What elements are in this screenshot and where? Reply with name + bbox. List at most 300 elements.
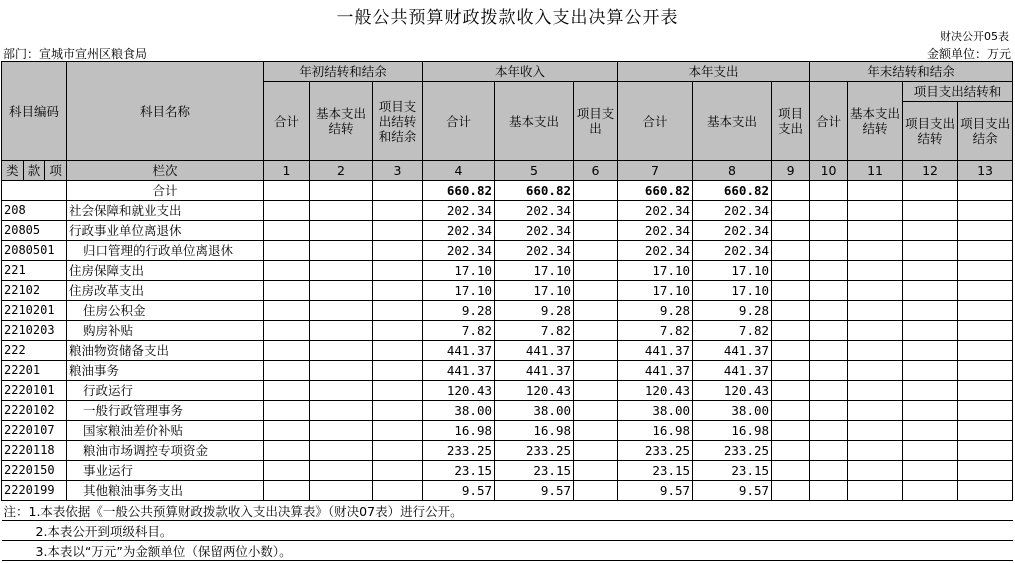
table-row bbox=[2, 201, 1013, 221]
cell-col-10 bbox=[810, 381, 848, 401]
cell-col-8: 9.57 bbox=[693, 481, 772, 501]
cell-col-1 bbox=[264, 241, 310, 261]
cell-col-6 bbox=[574, 241, 618, 261]
table-row bbox=[2, 381, 1013, 401]
cell-col-5: 7.82 bbox=[495, 321, 574, 341]
cell-code: 221 bbox=[2, 261, 67, 281]
cell-col-11 bbox=[848, 401, 903, 421]
cell-col-11 bbox=[848, 221, 903, 241]
cell-col-12 bbox=[903, 221, 958, 241]
cell-col-9 bbox=[772, 361, 810, 381]
table-row bbox=[2, 261, 1013, 281]
cell-col-6 bbox=[574, 401, 618, 421]
cell-col-12 bbox=[903, 481, 958, 501]
cell-col-10 bbox=[810, 301, 848, 321]
cell-col-1 bbox=[264, 461, 310, 481]
cell-col-12 bbox=[903, 361, 958, 381]
cell-col-13 bbox=[958, 221, 1013, 241]
footnote-text: 3.本表以“万元”为金额单位（保留两位小数）。 bbox=[35, 543, 292, 559]
cell-col-9 bbox=[772, 341, 810, 361]
cell-col-8: 233.25 bbox=[693, 441, 772, 461]
column-number: 2 bbox=[310, 161, 373, 181]
cell-col-1 bbox=[264, 441, 310, 461]
cell-col-6 bbox=[574, 321, 618, 341]
cell-col-2 bbox=[310, 201, 373, 221]
cell-code: 2220107 bbox=[2, 421, 67, 441]
cell-col-2 bbox=[310, 281, 373, 301]
cell-col-1 bbox=[264, 421, 310, 441]
column-number: 7 bbox=[618, 161, 693, 181]
cell-col-4: 441.37 bbox=[423, 361, 495, 381]
cell-col-1 bbox=[264, 221, 310, 241]
cell-col-10 bbox=[810, 321, 848, 341]
cell-col-11 bbox=[848, 241, 903, 261]
cell-col-7: 202.34 bbox=[618, 221, 693, 241]
cell-name: 住房改革支出 bbox=[67, 281, 264, 301]
cell-col-2 bbox=[310, 261, 373, 281]
cell-col-4: 660.82 bbox=[423, 181, 495, 201]
cell-name: 行政事业单位离退休 bbox=[67, 221, 264, 241]
cell-name: 社会保障和就业支出 bbox=[67, 201, 264, 221]
cell-col-5: 202.34 bbox=[495, 201, 574, 221]
cell-col-12 bbox=[903, 301, 958, 321]
cell-col-1 bbox=[264, 341, 310, 361]
header-kuan: 款 bbox=[24, 161, 46, 180]
cell-col-13 bbox=[958, 201, 1013, 221]
cell-col-7: 16.98 bbox=[618, 421, 693, 441]
cell-col-3 bbox=[373, 301, 423, 321]
header-lei: 类 bbox=[2, 161, 24, 180]
cell-col-9 bbox=[772, 321, 810, 341]
cell-col-5: 9.28 bbox=[495, 301, 574, 321]
cell-col-4: 202.34 bbox=[423, 241, 495, 261]
cell-col-10 bbox=[810, 201, 848, 221]
cell-col-2 bbox=[310, 441, 373, 461]
cell-col-5: 9.57 bbox=[495, 481, 574, 501]
cell-col-10 bbox=[810, 261, 848, 281]
cell-col-2 bbox=[310, 381, 373, 401]
cell-col-3 bbox=[373, 381, 423, 401]
cell-col-6 bbox=[574, 201, 618, 221]
cell-col-8: 17.10 bbox=[693, 281, 772, 301]
cell-name: 国家粮油差价补贴 bbox=[67, 421, 264, 441]
cell-col-4: 23.15 bbox=[423, 461, 495, 481]
page-title: 一般公共预算财政拨款收入支出决算公开表 bbox=[336, 8, 679, 28]
cell-col-9 bbox=[772, 301, 810, 321]
cell-col-8: 202.34 bbox=[693, 201, 772, 221]
cell-name: 粮油物资储备支出 bbox=[67, 341, 264, 361]
cell-name: 住房公积金 bbox=[67, 301, 264, 321]
footnote bbox=[2, 541, 1013, 561]
cell-col-4: 38.00 bbox=[423, 401, 495, 421]
cell-col-9 bbox=[772, 261, 810, 281]
cell-col-11 bbox=[848, 201, 903, 221]
cell-col-11 bbox=[848, 421, 903, 441]
cell-col-12 bbox=[903, 381, 958, 401]
column-number: 8 bbox=[693, 161, 772, 181]
cell-col-8: 9.28 bbox=[693, 301, 772, 321]
cell-col-5: 660.82 bbox=[495, 181, 574, 201]
cell-name: 粮油事务 bbox=[67, 361, 264, 381]
column-number: 13 bbox=[958, 161, 1013, 181]
header-closing-project-carry: 项目支出结转 bbox=[903, 102, 958, 160]
header-opening-project: 项目支出结转和结余 bbox=[373, 82, 423, 161]
column-number: 3 bbox=[373, 161, 423, 181]
cell-col-3 bbox=[373, 441, 423, 461]
table-row bbox=[2, 281, 1013, 301]
cell-col-7: 202.34 bbox=[618, 201, 693, 221]
cell-code: 2220101 bbox=[2, 381, 67, 401]
cell-col-13 bbox=[958, 441, 1013, 461]
footnote-text: 注：1.本表依据《一般公共预算财政拨款收入支出决算表》（财决07表）进行公开。 bbox=[3, 503, 463, 519]
cell-col-2 bbox=[310, 481, 373, 501]
cell-name: 一般行政管理事务 bbox=[67, 401, 264, 421]
table-row bbox=[2, 441, 1013, 461]
cell-col-13 bbox=[958, 341, 1013, 361]
cell-col-13 bbox=[958, 421, 1013, 441]
cell-col-9 bbox=[772, 461, 810, 481]
cell-col-6 bbox=[574, 221, 618, 241]
cell-col-6 bbox=[574, 481, 618, 501]
cell-col-5: 17.10 bbox=[495, 261, 574, 281]
cell-col-9 bbox=[772, 481, 810, 501]
cell-col-3 bbox=[373, 481, 423, 501]
column-number: 9 bbox=[772, 161, 810, 181]
column-number: 4 bbox=[423, 161, 495, 181]
cell-col-11 bbox=[848, 321, 903, 341]
cell-col-11 bbox=[848, 181, 903, 201]
table-row bbox=[2, 221, 1013, 241]
cell-col-3 bbox=[373, 241, 423, 261]
cell-col-7: 17.10 bbox=[618, 261, 693, 281]
cell-col-3 bbox=[373, 421, 423, 441]
cell-col-8: 660.82 bbox=[693, 181, 772, 201]
cell-code bbox=[2, 181, 67, 201]
cell-col-4: 202.34 bbox=[423, 221, 495, 241]
cell-col-2 bbox=[310, 221, 373, 241]
unit-label: 金额单位：万元 bbox=[926, 47, 1011, 61]
cell-col-8: 16.98 bbox=[693, 421, 772, 441]
cell-col-12 bbox=[903, 401, 958, 421]
cell-col-1 bbox=[264, 261, 310, 281]
cell-col-3 bbox=[373, 181, 423, 201]
cell-col-12 bbox=[903, 241, 958, 261]
cell-col-6 bbox=[574, 261, 618, 281]
footnote bbox=[2, 501, 1013, 521]
cell-col-7: 120.43 bbox=[618, 381, 693, 401]
cell-col-4: 17.10 bbox=[423, 261, 495, 281]
cell-col-12 bbox=[903, 441, 958, 461]
header-name: 科目名称 bbox=[67, 62, 264, 161]
cell-col-11 bbox=[848, 361, 903, 381]
cell-col-12 bbox=[903, 181, 958, 201]
cell-code: 2220118 bbox=[2, 441, 67, 461]
column-number: 5 bbox=[495, 161, 574, 181]
cell-col-2 bbox=[310, 321, 373, 341]
cell-col-6 bbox=[574, 381, 618, 401]
cell-col-13 bbox=[958, 261, 1013, 281]
cell-col-4: 9.28 bbox=[423, 301, 495, 321]
table-row-total bbox=[2, 181, 1013, 201]
cell-col-10 bbox=[810, 181, 848, 201]
cell-col-12 bbox=[903, 461, 958, 481]
cell-code: 208 bbox=[2, 201, 67, 221]
cell-col-3 bbox=[373, 261, 423, 281]
cell-col-6 bbox=[574, 441, 618, 461]
cell-col-10 bbox=[810, 421, 848, 441]
cell-col-7: 441.37 bbox=[618, 361, 693, 381]
cell-col-12 bbox=[903, 201, 958, 221]
cell-col-11 bbox=[848, 281, 903, 301]
table-row bbox=[2, 361, 1013, 381]
cell-col-5: 16.98 bbox=[495, 421, 574, 441]
cell-col-10 bbox=[810, 401, 848, 421]
cell-col-9 bbox=[772, 441, 810, 461]
cell-col-6 bbox=[574, 421, 618, 441]
cell-col-2 bbox=[310, 401, 373, 421]
table-row bbox=[2, 461, 1013, 481]
cell-col-7: 7.82 bbox=[618, 321, 693, 341]
cell-col-5: 23.15 bbox=[495, 461, 574, 481]
cell-code: 22201 bbox=[2, 361, 67, 381]
cell-col-10 bbox=[810, 341, 848, 361]
cell-name: 粮油市场调控专项资金 bbox=[67, 441, 264, 461]
cell-col-10 bbox=[810, 481, 848, 501]
cell-col-13 bbox=[958, 281, 1013, 301]
cell-col-1 bbox=[264, 201, 310, 221]
header-expense-basic: 基本支出 bbox=[693, 82, 772, 161]
cell-col-4: 17.10 bbox=[423, 281, 495, 301]
cell-col-13 bbox=[958, 321, 1013, 341]
cell-col-9 bbox=[772, 181, 810, 201]
header-lanci: 栏次 bbox=[67, 161, 264, 181]
cell-col-2 bbox=[310, 301, 373, 321]
table-row bbox=[2, 401, 1013, 421]
cell-col-12 bbox=[903, 261, 958, 281]
cell-col-13 bbox=[958, 301, 1013, 321]
cell-col-4: 7.82 bbox=[423, 321, 495, 341]
cell-col-10 bbox=[810, 361, 848, 381]
cell-col-11 bbox=[848, 381, 903, 401]
column-number: 12 bbox=[903, 161, 958, 181]
cell-col-3 bbox=[373, 201, 423, 221]
header-expense-total: 合计 bbox=[618, 82, 693, 161]
cell-col-13 bbox=[958, 481, 1013, 501]
header-opening-basic: 基本支出结转 bbox=[310, 82, 373, 161]
header-group-expense: 本年支出 bbox=[618, 62, 810, 82]
cell-col-13 bbox=[958, 461, 1013, 481]
column-number: 11 bbox=[848, 161, 903, 181]
cell-col-10 bbox=[810, 221, 848, 241]
cell-col-6 bbox=[574, 361, 618, 381]
cell-col-7: 202.34 bbox=[618, 241, 693, 261]
cell-col-5: 441.37 bbox=[495, 361, 574, 381]
cell-col-5: 17.10 bbox=[495, 281, 574, 301]
cell-col-4: 16.98 bbox=[423, 421, 495, 441]
cell-col-4: 441.37 bbox=[423, 341, 495, 361]
header-expense-project: 项目支出 bbox=[772, 82, 810, 161]
cell-col-5: 233.25 bbox=[495, 441, 574, 461]
cell-col-5: 120.43 bbox=[495, 381, 574, 401]
cell-col-2 bbox=[310, 461, 373, 481]
column-number: 6 bbox=[574, 161, 618, 181]
budget-table bbox=[1, 61, 1013, 561]
header-lei-kuan-xiang bbox=[2, 161, 67, 181]
cell-code: 2080501 bbox=[2, 241, 67, 261]
cell-col-8: 23.15 bbox=[693, 461, 772, 481]
cell-col-3 bbox=[373, 401, 423, 421]
cell-col-2 bbox=[310, 361, 373, 381]
cell-col-13 bbox=[958, 181, 1013, 201]
cell-col-1 bbox=[264, 381, 310, 401]
header-group-income: 本年收入 bbox=[423, 62, 618, 82]
department-label: 部门：宣城市宣州区粮食局 bbox=[3, 47, 148, 61]
cell-col-7: 233.25 bbox=[618, 441, 693, 461]
cell-col-11 bbox=[848, 481, 903, 501]
header-closing-project-sub: 项目支出结转和 bbox=[903, 82, 1012, 102]
cell-col-2 bbox=[310, 341, 373, 361]
cell-name: 购房补贴 bbox=[67, 321, 264, 341]
cell-name: 事业运行 bbox=[67, 461, 264, 481]
footnote-text: 2.本表公开到项级科目。 bbox=[35, 523, 173, 539]
cell-col-3 bbox=[373, 221, 423, 241]
column-number: 10 bbox=[810, 161, 848, 181]
cell-col-11 bbox=[848, 461, 903, 481]
header-closing-basic: 基本支出结转 bbox=[848, 82, 903, 161]
cell-col-11 bbox=[848, 261, 903, 281]
cell-name: 行政运行 bbox=[67, 381, 264, 401]
cell-col-9 bbox=[772, 401, 810, 421]
header-opening-total: 合计 bbox=[264, 82, 310, 161]
cell-code: 222 bbox=[2, 341, 67, 361]
cell-col-7: 17.10 bbox=[618, 281, 693, 301]
cell-col-8: 202.34 bbox=[693, 241, 772, 261]
cell-col-13 bbox=[958, 381, 1013, 401]
cell-col-6 bbox=[574, 181, 618, 201]
cell-code: 2210201 bbox=[2, 301, 67, 321]
cell-col-10 bbox=[810, 441, 848, 461]
cell-col-8: 120.43 bbox=[693, 381, 772, 401]
header-income-total: 合计 bbox=[423, 82, 495, 161]
cell-col-7: 660.82 bbox=[618, 181, 693, 201]
cell-col-6 bbox=[574, 281, 618, 301]
cell-col-10 bbox=[810, 461, 848, 481]
cell-name: 其他粮油事务支出 bbox=[67, 481, 264, 501]
footnote bbox=[2, 521, 1013, 541]
cell-col-2 bbox=[310, 421, 373, 441]
cell-col-6 bbox=[574, 301, 618, 321]
cell-name: 住房保障支出 bbox=[67, 261, 264, 281]
header-xiang: 项 bbox=[49, 163, 62, 178]
cell-col-8: 202.34 bbox=[693, 221, 772, 241]
cell-code: 20805 bbox=[2, 221, 67, 241]
cell-col-9 bbox=[772, 421, 810, 441]
header-closing-project-surplus: 项目支出结余 bbox=[960, 116, 1011, 146]
cell-col-9 bbox=[772, 281, 810, 301]
cell-col-11 bbox=[848, 441, 903, 461]
header-code: 科目编码 bbox=[2, 62, 67, 161]
table-row bbox=[2, 481, 1013, 501]
cell-col-11 bbox=[848, 341, 903, 361]
cell-col-8: 38.00 bbox=[693, 401, 772, 421]
cell-col-1 bbox=[264, 301, 310, 321]
cell-col-12 bbox=[903, 321, 958, 341]
table-row bbox=[2, 321, 1013, 341]
column-number: 1 bbox=[264, 161, 310, 181]
table-row bbox=[2, 241, 1013, 261]
table-row bbox=[2, 421, 1013, 441]
cell-col-13 bbox=[958, 241, 1013, 261]
cell-col-3 bbox=[373, 341, 423, 361]
cell-col-12 bbox=[903, 281, 958, 301]
cell-col-8: 441.37 bbox=[693, 361, 772, 381]
cell-col-1 bbox=[264, 281, 310, 301]
cell-col-5: 202.34 bbox=[495, 241, 574, 261]
cell-col-10 bbox=[810, 281, 848, 301]
header-group-closing: 年末结转和结余 bbox=[810, 62, 1013, 82]
cell-col-9 bbox=[772, 241, 810, 261]
cell-col-3 bbox=[373, 361, 423, 381]
cell-col-1 bbox=[264, 481, 310, 501]
form-number: 财决公开05表 bbox=[940, 30, 1009, 43]
cell-col-9 bbox=[772, 381, 810, 401]
cell-col-2 bbox=[310, 241, 373, 261]
header-income-project: 项目支出 bbox=[574, 82, 618, 161]
cell-col-8: 17.10 bbox=[693, 261, 772, 281]
cell-name: 归口管理的行政单位离退休 bbox=[67, 241, 264, 261]
header-income-basic: 基本支出 bbox=[495, 82, 574, 161]
cell-col-3 bbox=[373, 281, 423, 301]
cell-col-7: 9.57 bbox=[618, 481, 693, 501]
table-row bbox=[2, 341, 1013, 361]
cell-col-5: 441.37 bbox=[495, 341, 574, 361]
header-closing-total: 合计 bbox=[810, 82, 848, 161]
table-row bbox=[2, 301, 1013, 321]
cell-col-1 bbox=[264, 321, 310, 341]
cell-col-3 bbox=[373, 321, 423, 341]
cell-col-4: 202.34 bbox=[423, 201, 495, 221]
cell-col-4: 233.25 bbox=[423, 441, 495, 461]
cell-col-9 bbox=[772, 201, 810, 221]
cell-col-6 bbox=[574, 341, 618, 361]
cell-col-7: 441.37 bbox=[618, 341, 693, 361]
cell-col-10 bbox=[810, 241, 848, 261]
cell-col-8: 441.37 bbox=[693, 341, 772, 361]
cell-code: 2220102 bbox=[2, 401, 67, 421]
cell-col-5: 38.00 bbox=[495, 401, 574, 421]
cell-col-13 bbox=[958, 401, 1013, 421]
cell-col-6 bbox=[574, 461, 618, 481]
header-closing-project-group bbox=[903, 82, 1013, 161]
cell-col-9 bbox=[772, 221, 810, 241]
cell-col-12 bbox=[903, 421, 958, 441]
cell-code: 22102 bbox=[2, 281, 67, 301]
cell-col-7: 38.00 bbox=[618, 401, 693, 421]
cell-col-8: 7.82 bbox=[693, 321, 772, 341]
cell-col-1 bbox=[264, 181, 310, 201]
cell-col-13 bbox=[958, 361, 1013, 381]
cell-col-5: 202.34 bbox=[495, 221, 574, 241]
cell-col-11 bbox=[848, 301, 903, 321]
cell-col-3 bbox=[373, 461, 423, 481]
header-group-opening: 年初结转和结余 bbox=[264, 62, 423, 82]
cell-col-7: 9.28 bbox=[618, 301, 693, 321]
cell-col-4: 120.43 bbox=[423, 381, 495, 401]
cell-col-1 bbox=[264, 361, 310, 381]
cell-code: 2220150 bbox=[2, 461, 67, 481]
cell-col-4: 9.57 bbox=[423, 481, 495, 501]
cell-code: 2220199 bbox=[2, 481, 67, 501]
